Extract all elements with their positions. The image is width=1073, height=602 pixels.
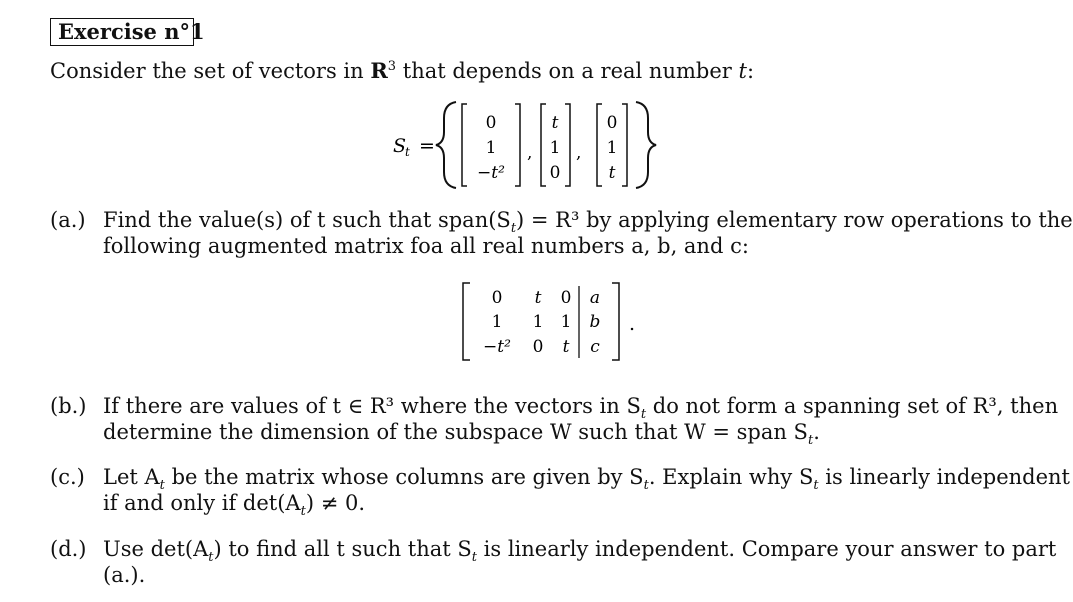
- m-r1-c2: t: [534, 288, 542, 308]
- v1-entry-3: −t²: [477, 163, 505, 183]
- m-r2-c2: 1: [532, 312, 544, 332]
- v3-right-bracket: [622, 104, 627, 186]
- part-c-sub3: t: [813, 478, 819, 494]
- part-c-line2: [103, 491, 366, 520]
- part-c-line2-tail: ) ≠ 0.: [305, 491, 366, 515]
- m-r2-c3: 1: [560, 312, 572, 332]
- m-r3-c1: −t²: [483, 337, 511, 357]
- part-c-line1-tail2: is linearly independent: [818, 465, 1070, 489]
- intro-colon: :: [746, 59, 755, 83]
- part-d-line1-tail: is linearly independent. Compare your answer to part: [476, 537, 1057, 561]
- v2-right-bracket: [565, 104, 570, 186]
- comma-1: ,: [527, 143, 533, 163]
- matrix-right-bracket: [612, 283, 619, 360]
- part-c-sub4: t: [300, 504, 306, 520]
- set-lhs: S: [393, 135, 407, 157]
- part-b-line1-text: If there are values of t ∈ R³ where the vectors in S: [103, 394, 641, 418]
- right-brace: [636, 102, 656, 188]
- part-c-line1: [103, 465, 1070, 494]
- v1-left-bracket: [462, 104, 467, 186]
- v2-entry-2: 1: [549, 138, 561, 158]
- intro-prefix: Consider the set of vectors in: [50, 59, 371, 83]
- m-r3-c3: t: [562, 337, 570, 357]
- part-c-sub2: t: [643, 478, 649, 494]
- left-brace: [436, 102, 456, 188]
- part-a-line1: [103, 208, 1073, 237]
- matrix-period: .: [629, 313, 636, 335]
- part-b-sub2: t: [807, 433, 814, 449]
- part-a-line1-text: Find the value(s) of t such that span(S: [103, 208, 511, 232]
- v3-left-bracket: [597, 104, 602, 186]
- part-b-line2-text: determine the dimension of the subspace W such that W = span S: [103, 420, 808, 444]
- v1-entry-1: 0: [485, 113, 497, 133]
- part-d-sub: t: [208, 550, 214, 566]
- exercise-title: Exercise n°1: [58, 19, 205, 44]
- part-d-label: (d.): [50, 537, 87, 561]
- v2-entry-3: 0: [549, 163, 561, 183]
- v1-entry-2: 1: [485, 138, 497, 158]
- part-b-line1: [103, 394, 1059, 423]
- m-r1-c4: a: [589, 288, 601, 308]
- m-r3-c2: 0: [532, 337, 544, 357]
- part-d-line1-text: Use det(A: [103, 537, 209, 561]
- part-c-sub: t: [159, 478, 165, 494]
- real-symbol: R: [370, 58, 388, 83]
- part-d-line1: [103, 537, 1057, 566]
- m-r2-c4: b: [589, 312, 601, 332]
- part-b-sub: t: [640, 407, 647, 423]
- set-lhs-sub: t: [405, 145, 410, 159]
- part-c-line1-tail: . Explain why S: [648, 465, 814, 489]
- m-r1-c3: 0: [560, 288, 572, 308]
- part-a-sub: t: [510, 221, 517, 237]
- matrix-left-bracket: [463, 283, 470, 360]
- m-r2-c1: 1: [491, 312, 503, 332]
- v3-entry-3: t: [608, 163, 616, 183]
- m-r3-c4: c: [590, 337, 600, 357]
- part-d-line1-mid: ) to find all t such that S: [213, 537, 472, 561]
- m-r1-c1: 0: [491, 288, 503, 308]
- part-a-label: (a.): [50, 208, 86, 232]
- part-b-line2-tail: .: [813, 420, 820, 444]
- v1-right-bracket: [515, 104, 520, 186]
- part-c-line1-text: Let A: [103, 465, 160, 489]
- exponent: 3: [387, 59, 397, 74]
- comma-2: ,: [576, 143, 582, 163]
- v2-entry-1: t: [551, 113, 559, 133]
- part-c-line2-text: if and only if det(A: [103, 491, 301, 515]
- part-c-label: (c.): [50, 465, 85, 489]
- part-b-line2: [103, 420, 820, 449]
- part-d-sub2: t: [471, 550, 477, 566]
- v2-left-bracket: [541, 104, 546, 186]
- part-c-line1-mid: be the matrix whose columns are given by S: [164, 465, 644, 489]
- part-b-label: (b.): [50, 394, 87, 418]
- v3-entry-2: 1: [606, 138, 618, 158]
- variable-t: t: [738, 59, 747, 83]
- part-d-line2: (a.).: [103, 563, 146, 587]
- v3-entry-1: 0: [606, 113, 618, 133]
- intro-suffix: that depends on a real number: [396, 59, 739, 83]
- part-b-line1-tail: do not form a spanning set of R³, then: [646, 394, 1059, 418]
- set-equals: =: [419, 135, 435, 157]
- part-a-line1-tail: ) = R³ by applying elementary row operations to the: [516, 208, 1073, 232]
- part-a-line2: following augmented matrix foa all real numbers a, b, and c:: [103, 234, 749, 258]
